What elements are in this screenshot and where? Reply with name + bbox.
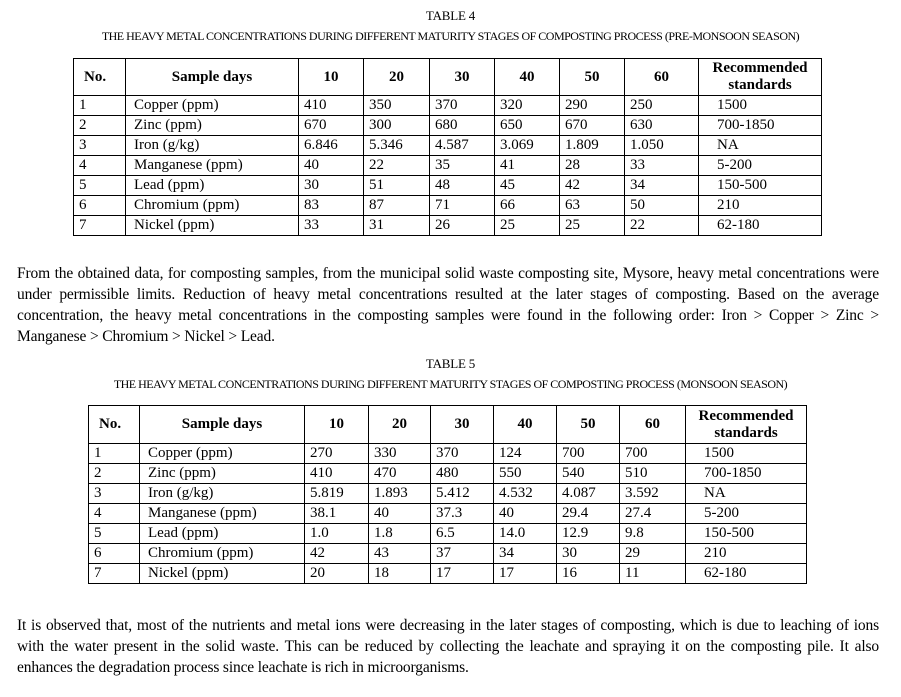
table4-header-cell: Sample days — [126, 59, 299, 96]
table5 — [88, 405, 807, 584]
table4-cell: 45 — [495, 176, 560, 196]
table4-cell: 26 — [430, 216, 495, 236]
table4-header-cell: 10 — [299, 59, 364, 96]
table5-cell: 470 — [369, 464, 431, 484]
table5-row — [89, 484, 807, 504]
table5-cell: 42 — [305, 544, 369, 564]
table4-header-cell: 50 — [560, 59, 625, 96]
table4-cell: 3 — [74, 136, 126, 156]
table4-cell: 3.069 — [495, 136, 560, 156]
table5-cell: 3.592 — [620, 484, 686, 504]
table5-cell: 5-200 — [686, 504, 807, 524]
table4-cell: 31 — [364, 216, 430, 236]
table4-cell: 51 — [364, 176, 430, 196]
table5-header-cell: 30 — [431, 406, 494, 444]
table4-row — [74, 116, 822, 136]
table4-cell: 71 — [430, 196, 495, 216]
table4-title: THE HEAVY METAL CONCENTRATIONS DURING DIFFERENT MATURITY STAGES OF COMPOSTING PROCESS (PRE-MONSOON SEASON) — [101, 29, 800, 43]
table4-cell: NA — [699, 136, 822, 156]
table5-cell: 16 — [557, 564, 620, 584]
table4-cell: Zinc (ppm) — [126, 116, 299, 136]
table4-cell: 63 — [560, 196, 625, 216]
table5-cell: 550 — [494, 464, 557, 484]
paragraph-1: From the obtained data, for composting samples, from the municipal solid waste composting site, Mysore, heavy metal concentrations were under permissible limits. Reduction of heavy metal concentrations resulted at the later stages of composting. Based on the average concentration, the heavy metal concentrations in the composting samples were found in the following order: Iron > Copper > Zinc > Manganese > Chromium > Nickel > Lead. — [17, 265, 879, 345]
table5-title: THE HEAVY METAL CONCENTRATIONS DURING DIFFERENT MATURITY STAGES OF COMPOSTING PROCESS (MONSOON SEASON) — [113, 377, 788, 391]
table5-row — [89, 524, 807, 544]
table4-cell: 48 — [430, 176, 495, 196]
table4-cell: 62-180 — [699, 216, 822, 236]
table4-row — [74, 136, 822, 156]
table5-header-cell: 40 — [494, 406, 557, 444]
table5-header-cell: Recommended standards — [686, 406, 807, 444]
table4-cell: 320 — [495, 96, 560, 116]
table4-header-cell: 60 — [625, 59, 699, 96]
table5-cell: 5 — [89, 524, 140, 544]
table4-header-row — [74, 59, 822, 96]
table5-cell: 43 — [369, 544, 431, 564]
table4-cell: 5-200 — [699, 156, 822, 176]
table5-cell: 40 — [369, 504, 431, 524]
table5-header-cell: Sample days — [140, 406, 305, 444]
table4-cell: 680 — [430, 116, 495, 136]
table5-cell: 1 — [89, 444, 140, 464]
table4-number: TABLE 4 — [425, 8, 476, 23]
table5-cell: 3 — [89, 484, 140, 504]
table4-cell: 4.587 — [430, 136, 495, 156]
table4-cell: 1.050 — [625, 136, 699, 156]
table5-row — [89, 544, 807, 564]
table5-row — [89, 444, 807, 464]
table5-cell: 150-500 — [686, 524, 807, 544]
table4-cell: 650 — [495, 116, 560, 136]
table5-cell: 700 — [557, 444, 620, 464]
table4-cell: 210 — [699, 196, 822, 216]
table5-cell: 29.4 — [557, 504, 620, 524]
table4-cell: Chromium (ppm) — [126, 196, 299, 216]
table4-cell: 22 — [364, 156, 430, 176]
table4-cell: 670 — [299, 116, 364, 136]
table5-cell: 62-180 — [686, 564, 807, 584]
table5-header-row — [89, 406, 807, 444]
table4-cell: 25 — [560, 216, 625, 236]
table5-cell: Lead (ppm) — [140, 524, 305, 544]
table5-cell: 5.819 — [305, 484, 369, 504]
table5-cell: 410 — [305, 464, 369, 484]
table5-cell: 18 — [369, 564, 431, 584]
table4-cell: 42 — [560, 176, 625, 196]
table4-row — [74, 156, 822, 176]
table4-cell: 30 — [299, 176, 364, 196]
paragraph-2: It is observed that, most of the nutrients and metal ions were decreasing in the later stages of composting, which is due to leaching of ions with the water present in the solid waste. This can be reduced by collecting the leachate and spraying it on the composting pile. It also enhances the degradation process since leachate is rich in microorganisms. — [17, 617, 879, 676]
table4-cell: 6 — [74, 196, 126, 216]
table5-cell: 40 — [494, 504, 557, 524]
table5-cell: 17 — [494, 564, 557, 584]
table5-cell: 700 — [620, 444, 686, 464]
table4-cell: 5 — [74, 176, 126, 196]
table5-cell: Manganese (ppm) — [140, 504, 305, 524]
table5-header-cell: 10 — [305, 406, 369, 444]
table5-cell: 6 — [89, 544, 140, 564]
table4-cell: 34 — [625, 176, 699, 196]
table5-cell: Iron (g/kg) — [140, 484, 305, 504]
table5-cell: 20 — [305, 564, 369, 584]
table4-cell: 370 — [430, 96, 495, 116]
table4-cell: 66 — [495, 196, 560, 216]
table5-cell: 124 — [494, 444, 557, 464]
table5-cell: 370 — [431, 444, 494, 464]
table5-cell: 38.1 — [305, 504, 369, 524]
table4-cell: 7 — [74, 216, 126, 236]
table5-cell: 1500 — [686, 444, 807, 464]
table5-row — [89, 504, 807, 524]
table4-cell: 87 — [364, 196, 430, 216]
table4-row — [74, 96, 822, 116]
table5-cell: 700-1850 — [686, 464, 807, 484]
table5-cell: 510 — [620, 464, 686, 484]
table5-cell: 7 — [89, 564, 140, 584]
table4-cell: 4 — [74, 156, 126, 176]
table4-cell: 28 — [560, 156, 625, 176]
table4-row — [74, 216, 822, 236]
table5-cell: 210 — [686, 544, 807, 564]
table4-cell: 83 — [299, 196, 364, 216]
table4-cell: 22 — [625, 216, 699, 236]
table4-header-cell: No. — [74, 59, 126, 96]
table4-cell: 150-500 — [699, 176, 822, 196]
table4-header-cell: Recommended standards — [699, 59, 822, 96]
table5-cell: NA — [686, 484, 807, 504]
table5-header-cell: 50 — [557, 406, 620, 444]
table4-row — [74, 176, 822, 196]
table5-cell: 1.0 — [305, 524, 369, 544]
table5-header-cell: 20 — [369, 406, 431, 444]
table5-cell: 11 — [620, 564, 686, 584]
table5-cell: 270 — [305, 444, 369, 464]
table5-cell: 540 — [557, 464, 620, 484]
table4-cell: Nickel (ppm) — [126, 216, 299, 236]
table4-cell: 1 — [74, 96, 126, 116]
table5-cell: 37.3 — [431, 504, 494, 524]
table4-cell: 1500 — [699, 96, 822, 116]
table5-cell: 330 — [369, 444, 431, 464]
table5-cell: 9.8 — [620, 524, 686, 544]
table4-cell: 700-1850 — [699, 116, 822, 136]
table5-cell: 30 — [557, 544, 620, 564]
table5-cell: 5.412 — [431, 484, 494, 504]
table4-cell: 250 — [625, 96, 699, 116]
table4 — [73, 58, 822, 236]
table5-cell: 4 — [89, 504, 140, 524]
table4-cell: 33 — [625, 156, 699, 176]
table4-cell: 6.846 — [299, 136, 364, 156]
table5-cell: 29 — [620, 544, 686, 564]
table4-cell: Lead (ppm) — [126, 176, 299, 196]
table4-header-cell: 20 — [364, 59, 430, 96]
table5-cell: 6.5 — [431, 524, 494, 544]
table4-header-cell: 40 — [495, 59, 560, 96]
table4-cell: Manganese (ppm) — [126, 156, 299, 176]
table5-cell: Chromium (ppm) — [140, 544, 305, 564]
table4-cell: 33 — [299, 216, 364, 236]
table4-cell: 35 — [430, 156, 495, 176]
table5-cell: Nickel (ppm) — [140, 564, 305, 584]
table5-cell: 4.532 — [494, 484, 557, 504]
table4-cell: 5.346 — [364, 136, 430, 156]
table5-row — [89, 564, 807, 584]
table4-cell: 290 — [560, 96, 625, 116]
table5-cell: 1.893 — [369, 484, 431, 504]
table4-cell: 350 — [364, 96, 430, 116]
table4-row — [74, 196, 822, 216]
table5-cell: 480 — [431, 464, 494, 484]
table4-cell: 50 — [625, 196, 699, 216]
table5-number: TABLE 5 — [425, 356, 476, 371]
table4-cell: 1.809 — [560, 136, 625, 156]
table5-cell: 1.8 — [369, 524, 431, 544]
table5-cell: 37 — [431, 544, 494, 564]
table5-row — [89, 464, 807, 484]
table5-header-cell: 60 — [620, 406, 686, 444]
table4-cell: 2 — [74, 116, 126, 136]
table5-cell: Copper (ppm) — [140, 444, 305, 464]
table4-cell: Copper (ppm) — [126, 96, 299, 116]
table4-cell: 670 — [560, 116, 625, 136]
table5-cell: 14.0 — [494, 524, 557, 544]
table5-cell: 34 — [494, 544, 557, 564]
table5-cell: 17 — [431, 564, 494, 584]
table4-header-cell: 30 — [430, 59, 495, 96]
table4-cell: 25 — [495, 216, 560, 236]
table5-cell: 2 — [89, 464, 140, 484]
table5-cell: 4.087 — [557, 484, 620, 504]
table5-header-cell: No. — [89, 406, 140, 444]
table4-cell: 40 — [299, 156, 364, 176]
table5-cell: 12.9 — [557, 524, 620, 544]
table5-cell: Zinc (ppm) — [140, 464, 305, 484]
table5-cell: 27.4 — [620, 504, 686, 524]
table4-cell: 300 — [364, 116, 430, 136]
table4-cell: 630 — [625, 116, 699, 136]
table4-cell: Iron (g/kg) — [126, 136, 299, 156]
table4-cell: 410 — [299, 96, 364, 116]
table4-cell: 41 — [495, 156, 560, 176]
